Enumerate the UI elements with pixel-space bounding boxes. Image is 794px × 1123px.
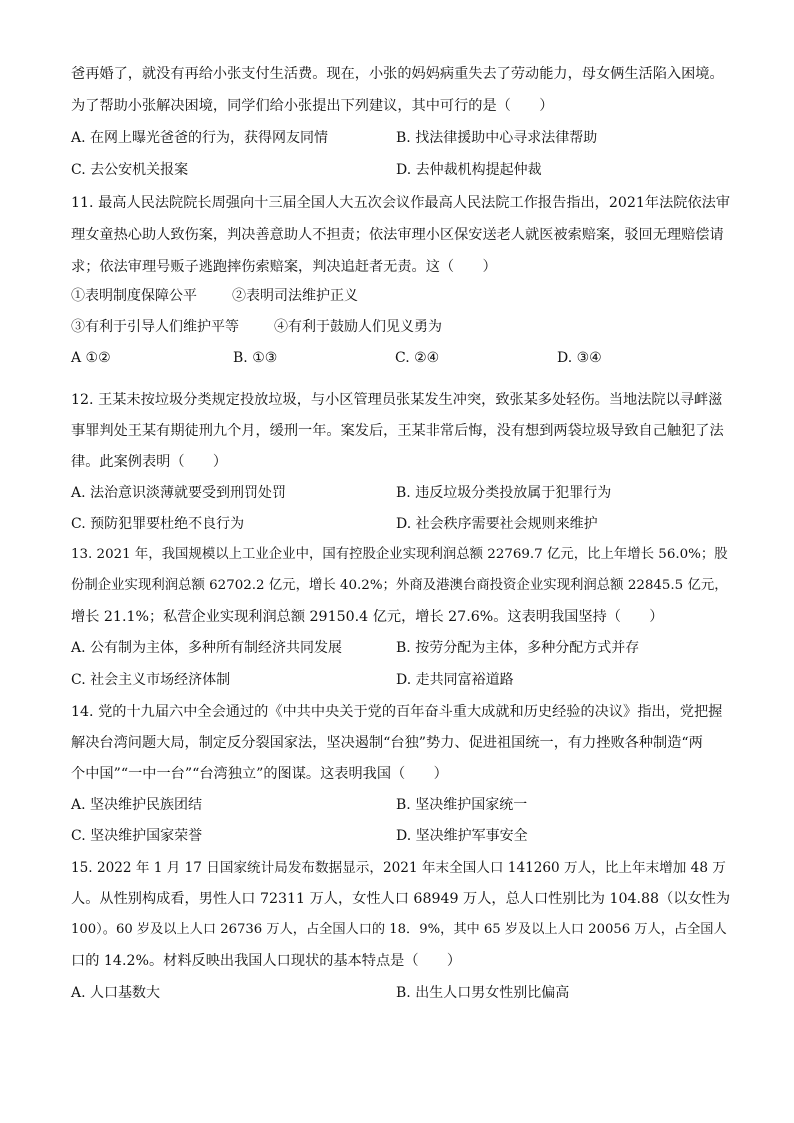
question-11-option-a[interactable]: A ①②	[71, 350, 111, 366]
question-11-option-d[interactable]: D. ③④	[557, 350, 602, 366]
question-14-option-d[interactable]: D. 坚决维护军事安全	[396, 828, 528, 844]
question-13-option-a[interactable]: A. 公有制为主体，多种所有制经济共同发展	[71, 640, 343, 656]
question-11-option-b[interactable]: B. ①③	[233, 350, 278, 366]
question-14-text-line: 解决台湾问题大局，制定反分裂国家法，坚决遏制“台独”势力、促进祖国统一，有力挫败各种制造“两	[71, 735, 703, 751]
question-12-option-a[interactable]: A. 法治意识淡薄就要受到刑罚处罚	[71, 485, 287, 501]
question-11-text-line: 理女童热心助人致伤案，判决善意助人不担责；依法审理小区保安送老人就医被索赔案，驳回无理赔偿请	[71, 227, 724, 243]
question-11-text-line: 11. 最高人民法院院长周强向十三届全国人大五次会议作最高人民法院工作报告指出，2021年法院依法审	[71, 195, 731, 211]
question-14-option-b[interactable]: B. 坚决维护国家统一	[396, 797, 528, 813]
question-12-text-line: 律。此案例表明（ ）	[71, 454, 228, 470]
question-15-option-a[interactable]: A. 人口基数大	[71, 985, 161, 1001]
question-12-option-b[interactable]: B. 违反垃圾分类投放属于犯罪行为	[396, 485, 612, 501]
question-11-statement-3: ③有利于引导人们维护平等	[71, 319, 239, 335]
question-13-option-b[interactable]: B. 按劳分配为主体，多种分配方式并存	[396, 640, 640, 656]
question-11-statement-4: ④有利于鼓励人们见义勇为	[274, 319, 442, 335]
question-11-option-c[interactable]: C. ②④	[395, 350, 440, 366]
question-11-text-line: 求；依法审理号贩子逃跑摔伤索赔案，判决追赶者无责。这（ ）	[71, 259, 497, 275]
question-13-option-d[interactable]: D. 走共同富裕道路	[396, 672, 514, 688]
question-14-option-c[interactable]: C. 坚决维护国家荣誉	[71, 828, 203, 844]
question-11-statement-2: ②表明司法维护正义	[232, 288, 358, 304]
question-13-option-c[interactable]: C. 社会主义市场经济体制	[71, 672, 231, 688]
question-10-text-line: 为了帮助小张解决困境，同学们给小张提出下列建议，其中可行的是（ ）	[71, 98, 554, 114]
question-10-option-a[interactable]: A. 在网上曝光爸爸的行为，获得网友同情	[71, 130, 329, 146]
question-12-text-line: 事罪判处王某有期徒刑九个月，缓刑一年。案发后，王某非常后悔，没有想到两袋垃圾导致自己触犯了法	[71, 423, 724, 439]
question-12-option-c[interactable]: C. 预防犯罪要杜绝不良行为	[71, 516, 245, 532]
question-12-text-line: 12. 王某未按垃圾分类规定投放垃圾，与小区管理员张某发生冲突，致张某多处轻伤。当地法院以寻衅滋	[71, 392, 723, 408]
question-11-statement-1: ①表明制度保障公平	[71, 288, 197, 304]
question-10-option-d[interactable]: D. 去仲裁机构提起仲裁	[396, 162, 542, 178]
question-15-option-b[interactable]: B. 出生人口男女性别比偏高	[396, 985, 570, 1001]
question-15-text-line: 人。从性别构成看，男性人口 72311 万人，女性人口 68949 万人，总人口性别比为 104.88（以女性为	[71, 891, 731, 907]
question-15-text-line: 15. 2022 年 1 月 17 日国家统计局发布数据显示，2021 年末全国人口 141260 万人，比上年末增加 48 万	[71, 860, 726, 876]
question-14-option-a[interactable]: A. 坚决维护民族团结	[71, 797, 203, 813]
question-10-option-c[interactable]: C. 去公安机关报案	[71, 162, 189, 178]
question-12-option-d[interactable]: D. 社会秩序需要社会规则来维护	[396, 516, 598, 532]
question-10-option-b[interactable]: B. 找法律援助中心寻求法律帮助	[396, 130, 598, 146]
question-13-text-line: 份制企业实现利润总额 62702.2 亿元，增长 40.2%；外商及港澳台商投资企业实现利润总额 22845.5 亿元，	[71, 578, 728, 593]
question-14-text-line: 个中国”“一中一台”“台湾独立”的图谋。这表明我国（ ）	[71, 766, 448, 782]
question-15-text-line: 100）。60 岁及以上人口 26736 万人，占全国人口的 18．9%，其中 65 岁及以上人口 20056 万人，占全国人	[71, 922, 727, 937]
question-13-text-line: 13. 2021 年，我国规模以上工业企业中，国有控股企业实现利润总额 22769.7 亿元，比上年增长 56.0%；股	[71, 547, 728, 562]
question-14-text-line: 14. 党的十九届六中全会通过的《中共中央关于党的百年奋斗重大成就和历史经验的决议》指出，党把握	[71, 704, 723, 720]
question-13-text-line: 增长 21.1%；私营企业实现利润总额 29150.4 亿元，增长 27.6%。这表明我国坚持（ ）	[71, 609, 664, 625]
question-15-text-line: 口的 14.2%。材料反映出我国人口现状的基本特点是（ ）	[71, 953, 462, 969]
question-10-text-line: 爸再婚了，就没有再给小张支付生活费。现在，小张的妈妈病重失去了劳动能力，母女俩生活陷入困境。	[71, 66, 724, 82]
